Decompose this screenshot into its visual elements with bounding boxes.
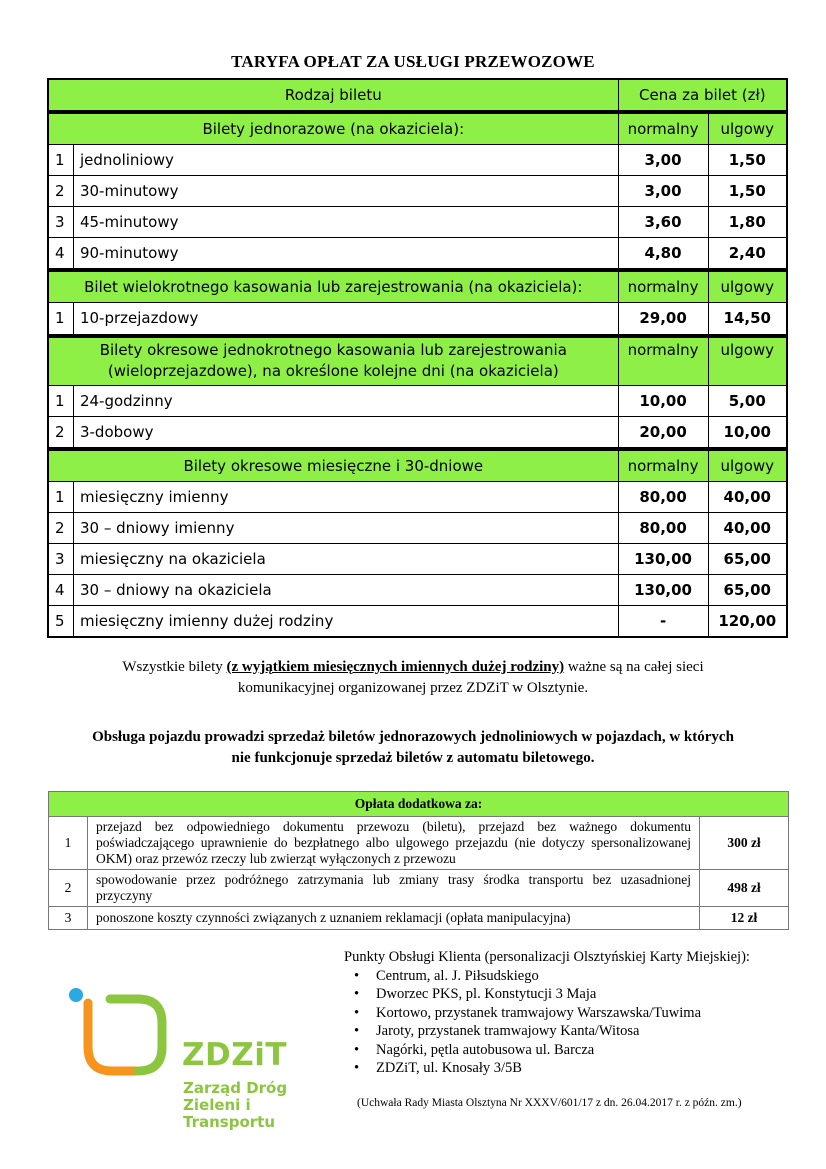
- list-item: • Dworzec PKS, pl. Konstytucji 3 Maja: [368, 985, 784, 1004]
- price-reduced: 5,00: [708, 385, 787, 416]
- ticket-name: miesięczny imienny dużej rodziny: [73, 605, 618, 637]
- col-normal-label: normalny: [618, 449, 708, 482]
- section-title: Bilet wielokrotnego kasowania lub zarejestrowania (na okaziciela):: [48, 270, 618, 303]
- section-title: Bilety okresowe miesięczne i 30-dniowe: [48, 449, 618, 482]
- col-normal-label: normalny: [618, 336, 708, 386]
- points-heading: Punkty Obsługi Klienta (personalizacji Olsztyńskiej Karty Miejskiej):: [344, 949, 750, 965]
- table-row: [48, 512, 787, 543]
- col-reduced-label: ulgowy: [708, 336, 787, 386]
- price-reduced: 65,00: [708, 543, 787, 574]
- section-header: [48, 336, 787, 386]
- row-number: 2: [48, 176, 73, 207]
- row-number: 1: [48, 145, 73, 176]
- row-number: 3: [48, 543, 73, 574]
- section-title: [48, 336, 618, 386]
- price-reduced: 10,00: [708, 416, 787, 449]
- price-normal: 20,00: [618, 416, 708, 449]
- ticket-name: 3-dobowy: [73, 416, 618, 449]
- fee-number: 1: [49, 817, 88, 870]
- note-exception: (z wyjątkiem miesięcznych imiennych dużej rodziny): [226, 659, 565, 675]
- table-row: [48, 385, 787, 416]
- tariff-header-row: [48, 79, 787, 112]
- price-normal: 130,00: [618, 574, 708, 605]
- fee-description: przejazd bez odpowiedniego dokumentu przewozu (biletu), przejazd bez ważnego dokumentu poświadczającego uprawnienie do bezpłatnego albo ulgowego przejazdu (nie dotyczy spersonalizowanej OKM) oraz przewóz rzeczy lub zwierząt wyłączonych z przewozu: [88, 817, 700, 870]
- col-normal-label: normalny: [618, 112, 708, 145]
- fee-number: 3: [49, 907, 88, 930]
- price-reduced: 1,50: [708, 145, 787, 176]
- resolution-note: (Uchwała Rady Miasta Olsztyna Nr XXXV/601/17 z dn. 26.04.2017 r. z późn. zm.): [357, 1097, 742, 1109]
- row-number: 2: [48, 416, 73, 449]
- price-normal: 80,00: [618, 481, 708, 512]
- list-item: • Nagórki, pętla autobusowa ul. Barcza: [368, 1041, 784, 1060]
- note-text: Wszystkie bilety: [122, 659, 227, 675]
- section-title: Bilety jednorazowe (na okaziciela):: [48, 112, 618, 145]
- table-row: [48, 605, 787, 637]
- price-reduced: 2,40: [708, 238, 787, 271]
- ticket-name: 30-minutowy: [73, 176, 618, 207]
- tariff-table: [47, 78, 788, 638]
- price-reduced: 40,00: [708, 481, 787, 512]
- header-ticket-price: Cena za bilet (zł): [618, 79, 787, 112]
- header-ticket-type: Rodzaj biletu: [48, 79, 618, 112]
- price-reduced: 65,00: [708, 574, 787, 605]
- row-number: 1: [48, 303, 73, 336]
- note-text: ważne są na całej sieci: [564, 659, 704, 675]
- section-title-line: Bilety okresowe jednokrotnego kasowania lub zarejestrowania: [99, 341, 567, 360]
- table-row: [48, 543, 787, 574]
- section-header: [48, 270, 787, 303]
- table-row: [48, 145, 787, 176]
- fee-number: 2: [49, 870, 88, 907]
- fees-table: [48, 791, 789, 930]
- customer-service-points: [344, 948, 784, 1078]
- price-normal: 4,80: [618, 238, 708, 271]
- table-row: [48, 303, 787, 336]
- document-title: TARYFA OPŁAT ZA USŁUGI PRZEWOZOWE: [231, 52, 595, 71]
- row-number: 4: [48, 238, 73, 271]
- ticket-name: jednoliniowy: [73, 145, 618, 176]
- row-number: 1: [48, 481, 73, 512]
- fee-amount: 498 zł: [700, 870, 789, 907]
- table-row: [48, 574, 787, 605]
- fee-description: spowodowanie przez podróżnego zatrzymania lub zmiany trasy środka transportu bez uzasadnionej przyczyny: [88, 870, 700, 907]
- list-item: • Centrum, al. J. Piłsudskiego: [368, 967, 784, 986]
- ticket-name: 45-minutowy: [73, 207, 618, 238]
- price-reduced: 14,50: [708, 303, 787, 336]
- price-normal: 130,00: [618, 543, 708, 574]
- logo-subtitle-line: Zieleni i Transportu: [183, 1096, 275, 1131]
- list-item: • Kortowo, przystanek tramwajowy Warszawska/Tuwima: [368, 1004, 784, 1023]
- price-normal: 3,60: [618, 207, 708, 238]
- ticket-name: 30 – dniowy na okaziciela: [73, 574, 618, 605]
- table-row: [48, 176, 787, 207]
- logo-mark-icon: [60, 985, 180, 1085]
- validity-note-line: [0, 657, 826, 678]
- price-normal: 3,00: [618, 145, 708, 176]
- table-row: [49, 907, 789, 930]
- fees-header: Opłata dodatkowa za:: [49, 792, 789, 817]
- col-reduced-label: ulgowy: [708, 270, 787, 303]
- price-reduced: 120,00: [708, 605, 787, 637]
- table-row: [49, 817, 789, 870]
- price-reduced: 40,00: [708, 512, 787, 543]
- row-number: 3: [48, 207, 73, 238]
- ticket-name: 10-przejazdowy: [73, 303, 618, 336]
- validity-note: [0, 657, 826, 699]
- section-title-line: (wieloprzejazdowe), na określone kolejne dni (na okaziciela): [107, 362, 559, 381]
- validity-note-line: komunikacyjnej organizowanej przez ZDZiT w Olsztynie.: [237, 680, 589, 696]
- col-normal-label: normalny: [618, 270, 708, 303]
- points-list: [344, 967, 784, 1078]
- ticket-name: 24-godzinny: [73, 385, 618, 416]
- table-row: [48, 238, 787, 271]
- row-number: 2: [48, 512, 73, 543]
- sales-note: [0, 727, 826, 769]
- price-normal: 3,00: [618, 176, 708, 207]
- table-row: [48, 207, 787, 238]
- ticket-name: 90-minutowy: [73, 238, 618, 271]
- price-normal: 10,00: [618, 385, 708, 416]
- ticket-name: miesięczny imienny: [73, 481, 618, 512]
- sales-note-line: nie funkcjonuje sprzedaż biletów z automatu biletowego.: [231, 750, 595, 766]
- price-normal: 80,00: [618, 512, 708, 543]
- logo-name: ZDZiT: [182, 1037, 287, 1073]
- list-item: • ZDZiT, ul. Knosały 3/5B: [368, 1059, 784, 1078]
- logo-subtitle-line: Zarząd Dróg: [183, 1079, 288, 1097]
- row-number: 5: [48, 605, 73, 637]
- col-reduced-label: ulgowy: [708, 449, 787, 482]
- ticket-name: miesięczny na okaziciela: [73, 543, 618, 574]
- ticket-name: 30 – dniowy imienny: [73, 512, 618, 543]
- table-row: [48, 481, 787, 512]
- fee-amount: 300 zł: [700, 817, 789, 870]
- zdzit-logo: [60, 985, 340, 1131]
- price-reduced: 1,80: [708, 207, 787, 238]
- price-normal: 29,00: [618, 303, 708, 336]
- fee-description: ponoszone koszty czynności związanych z uznaniem reklamacji (opłata manipulacyjna): [88, 907, 700, 930]
- fees-header-row: [49, 792, 789, 817]
- fee-amount: 12 zł: [700, 907, 789, 930]
- section-header: [48, 449, 787, 482]
- price-reduced: 1,50: [708, 176, 787, 207]
- table-row: [48, 416, 787, 449]
- price-normal: -: [618, 605, 708, 637]
- sales-note-line: Obsługa pojazdu prowadzi sprzedaż biletów jednorazowych jednoliniowych w pojazdach, w których: [92, 729, 734, 745]
- col-reduced-label: ulgowy: [708, 112, 787, 145]
- section-header: [48, 112, 787, 145]
- list-item: • Jaroty, przystanek tramwajowy Kanta/Witosa: [368, 1022, 784, 1041]
- row-number: 1: [48, 385, 73, 416]
- table-row: [49, 870, 789, 907]
- row-number: 4: [48, 574, 73, 605]
